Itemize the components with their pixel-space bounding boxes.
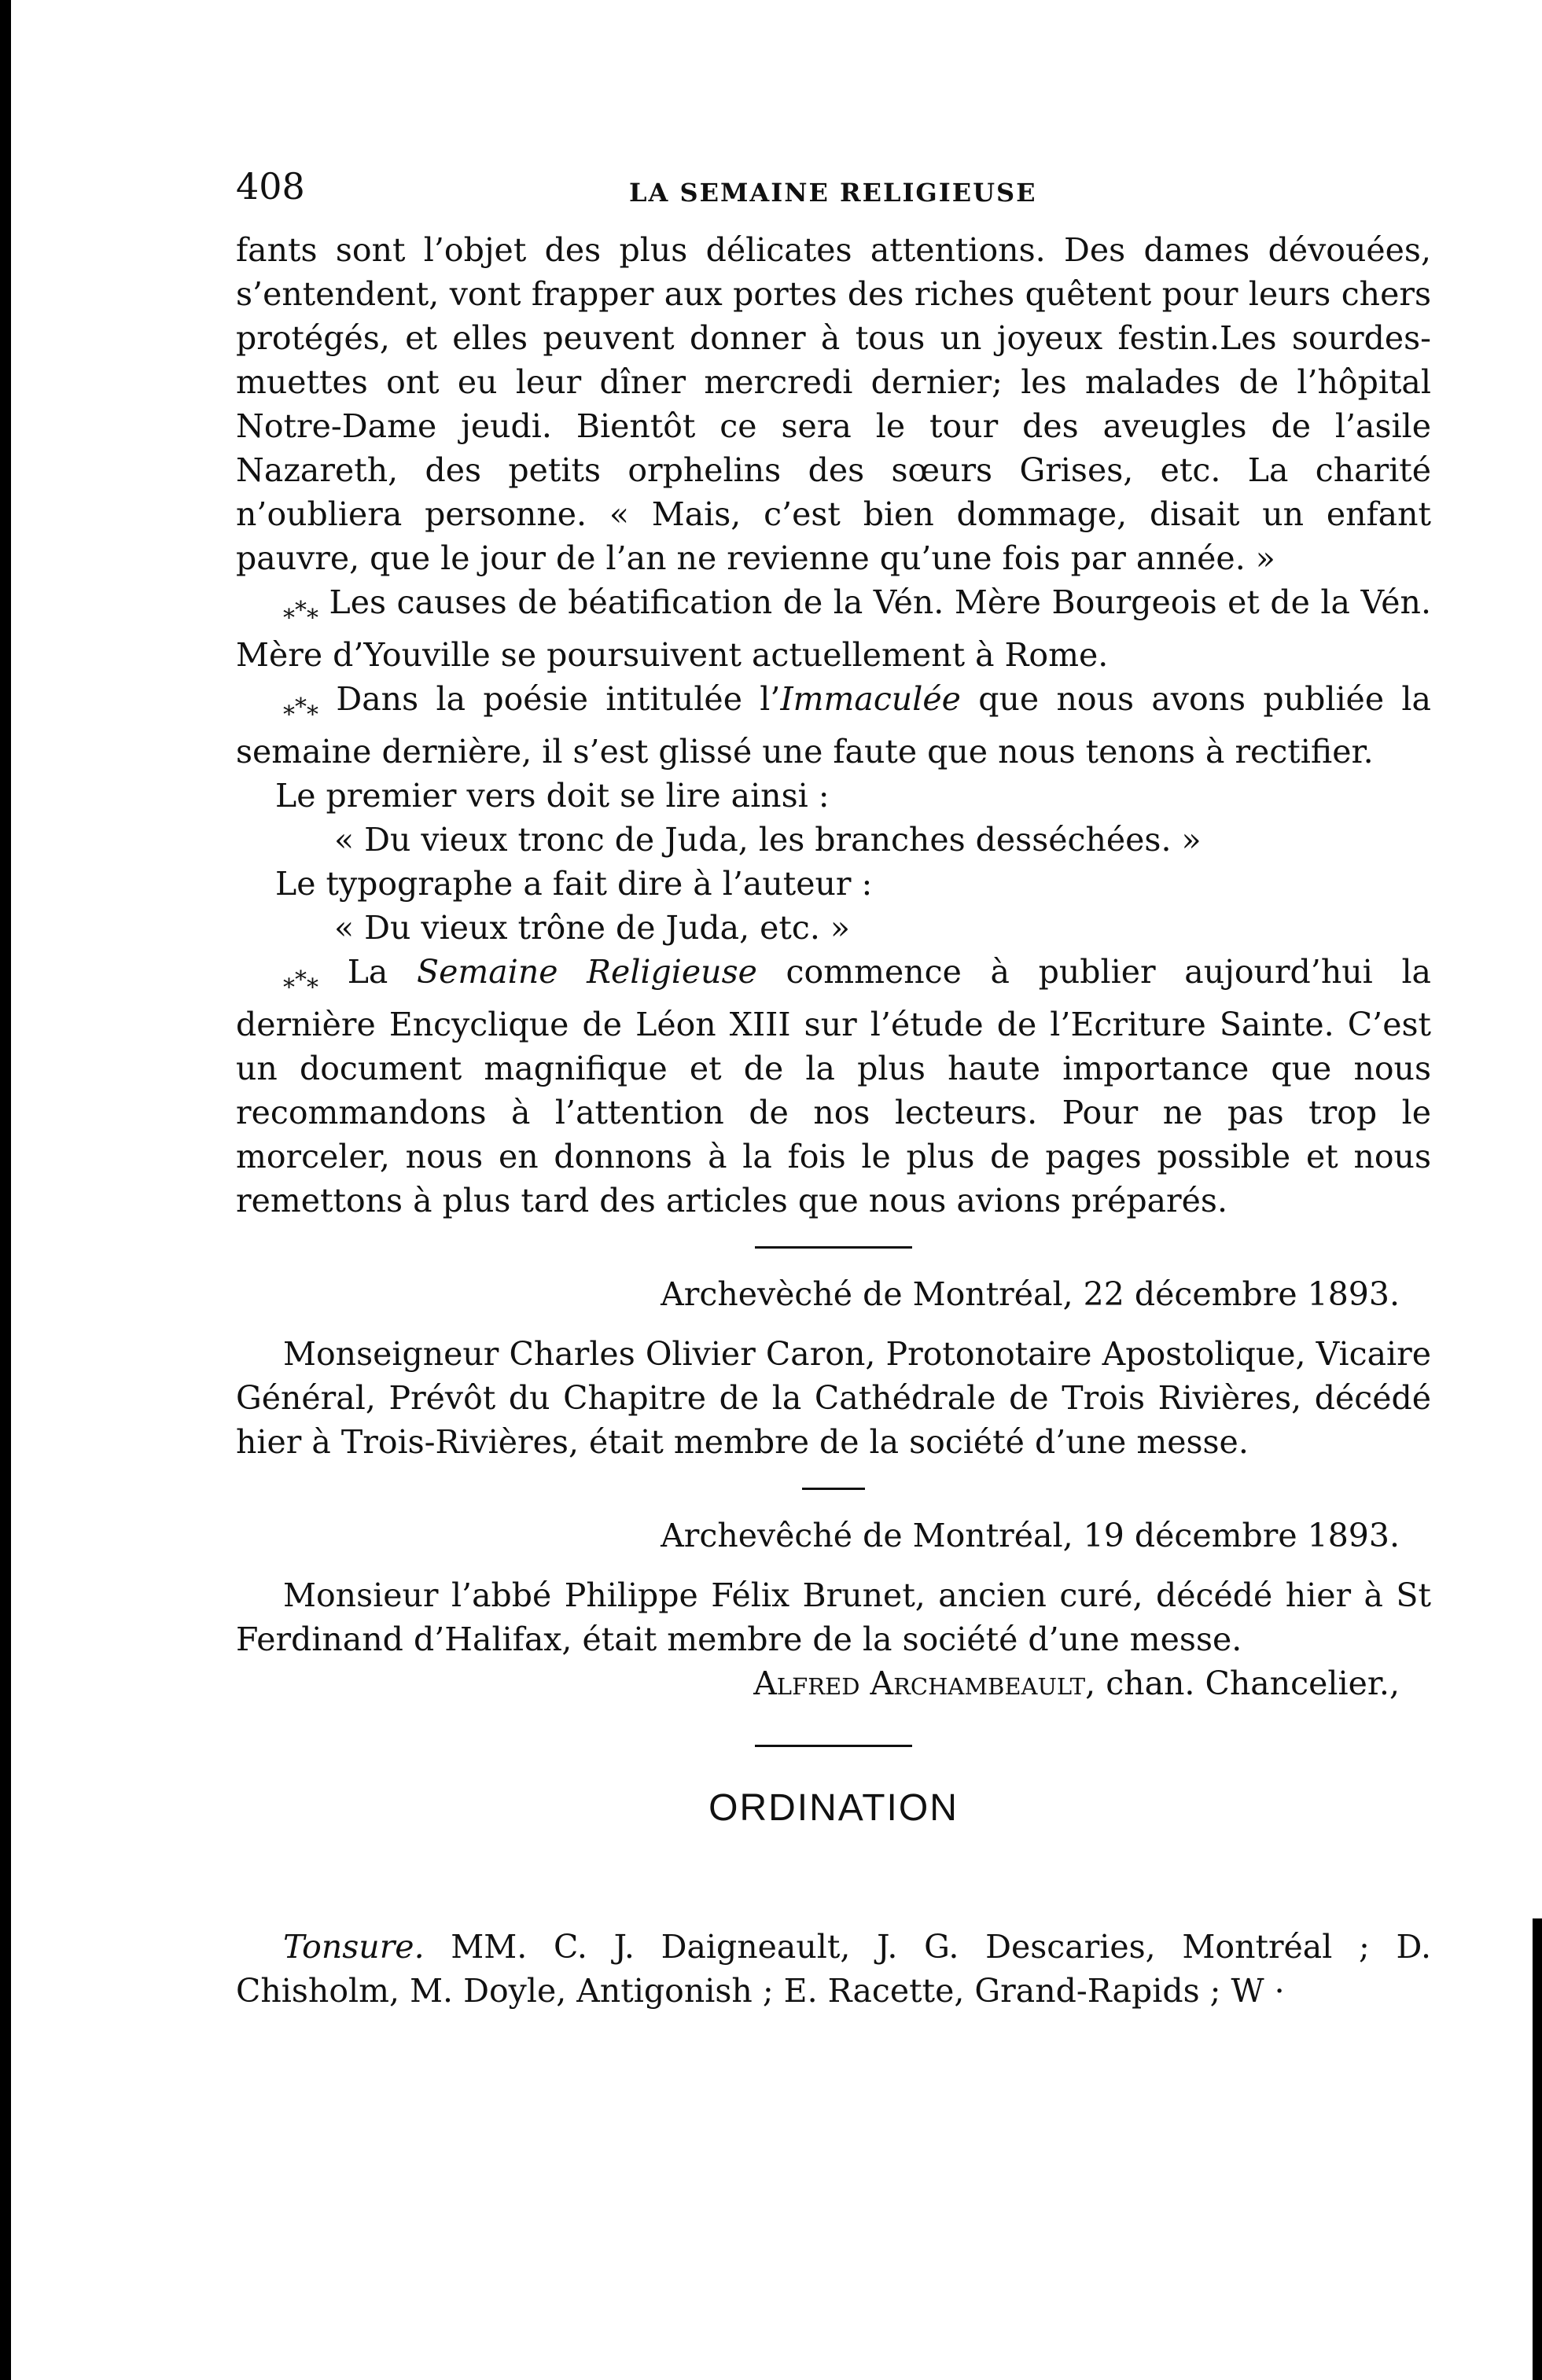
divider: [755, 1246, 912, 1249]
asterism-icon: ⁎*⁎: [283, 966, 318, 994]
paragraph-beatification: [236, 580, 1431, 677]
verse-misprint: « Du vieux trône de Juda, etc. »: [334, 909, 850, 947]
paragraph-beatification-text: Les causes de béatification de la Vén. Mère Bourgeois et de la Vén. Mère d’Youville se poursuivent actuellement à Rome.: [236, 583, 1431, 674]
signature-title: , chan. Chancelier.,: [1085, 1665, 1400, 1702]
scan-border-right: [1533, 1918, 1542, 2380]
page-number: 408: [236, 165, 305, 208]
paragraph-erratum-text-a: Dans la poésie intitulée l’: [336, 680, 781, 718]
asterism-icon: ⁎*⁎: [283, 597, 318, 624]
paragraph-encyclical-text-b: commence à publier aujourd’hui la dernière Encyclique de Léon XIII sur l’étude de l’Ecriture Sainte. C’est un document magnifique et de la plus haute importance que nous recommandons à l’attention de nos lecteurs. Pour ne pas trop le morceler, nous en donnons à la fois le plus de pages possible et nous remettons à plus tard des articles que nous avions préparés.: [236, 953, 1431, 1219]
notice-dateline: Archevêché de Montréal, 19 décembre 1893.: [661, 1517, 1400, 1554]
paragraph-erratum: [236, 677, 1431, 774]
section-title: ORDINATION: [708, 1787, 959, 1829]
divider: [802, 1488, 865, 1490]
poem-title: Immaculée: [780, 680, 961, 718]
publication-title: Semaine Religieuse: [417, 953, 757, 991]
ordination-label: Tonsure.: [283, 1928, 425, 1966]
divider: [755, 1745, 912, 1747]
verse-correct: « Du vieux tronc de Juda, les branches desséchées. »: [334, 821, 1202, 859]
verse-intro-correct: Le premier vers doit se lire ainsi :: [275, 777, 830, 815]
notice-text: Monsieur l’abbé Philippe Félix Brunet, ancien curé, décédé hier à St Ferdinand d’Halifax, était membre de la société d’une messe.: [236, 1576, 1431, 1658]
signature-name: Alfred Archambeault: [753, 1665, 1086, 1702]
ordination-names: MM. C. J. Daigneault, J. G. Descaries, Montréal ; D. Chisholm, M. Doyle, Antigonish ; E. Racette, Grand-Rapids ; W ·: [236, 1928, 1431, 2010]
verse-intro-misprint: Le typographe a fait dire à l’auteur :: [275, 865, 873, 903]
notice-text: Monseigneur Charles Olivier Caron, Protonotaire Apostolique, Vicaire Général, Prévôt du Chapitre de la Cathédrale de Trois Rivières, décédé hier à Trois-Rivières, était membre de la société d’une messe.: [236, 1335, 1431, 1461]
page: [236, 165, 1431, 2013]
signature: [236, 1661, 1431, 1705]
paragraph-erratum-text-b: que nous avons publiée la semaine dernière, il s’est glissé une faute que nous tenons à rectifier.: [236, 680, 1431, 771]
ordination-list: [236, 1925, 1431, 2013]
paragraph-encyclical: [236, 950, 1431, 1223]
paragraph-charity: fants sont l’objet des plus délicates attentions. Des dames dévouées, s’entendent, vont frapper aux portes des riches quêtent pour leurs chers protégés, et elles peuvent donner à tous un joyeux festin.Les sourdes-muettes ont eu leur dîner mercredi dernier; les malades de l’hôpital Notre-Dame jeudi. Bientôt ce sera le tour des aveugles de l’asile Nazareth, des petits orphelins des sœurs Grises, etc. La charité n’oubliera personne. « Mais, c’est bien dommage, disait un enfant pauvre, que le jour de l’an ne revienne qu’une fois par année. »: [236, 231, 1431, 577]
running-head: LA SEMAINE RELIGIEUSE: [629, 178, 1037, 208]
body-text: [236, 228, 1431, 2013]
asterism-icon: ⁎*⁎: [283, 693, 318, 721]
paragraph-encyclical-text-a: La: [347, 953, 418, 991]
page-header: [236, 165, 1431, 228]
notice-dateline: Archevèché de Montréal, 22 décembre 1893.: [661, 1275, 1400, 1313]
scan-border-left: [0, 0, 11, 2380]
